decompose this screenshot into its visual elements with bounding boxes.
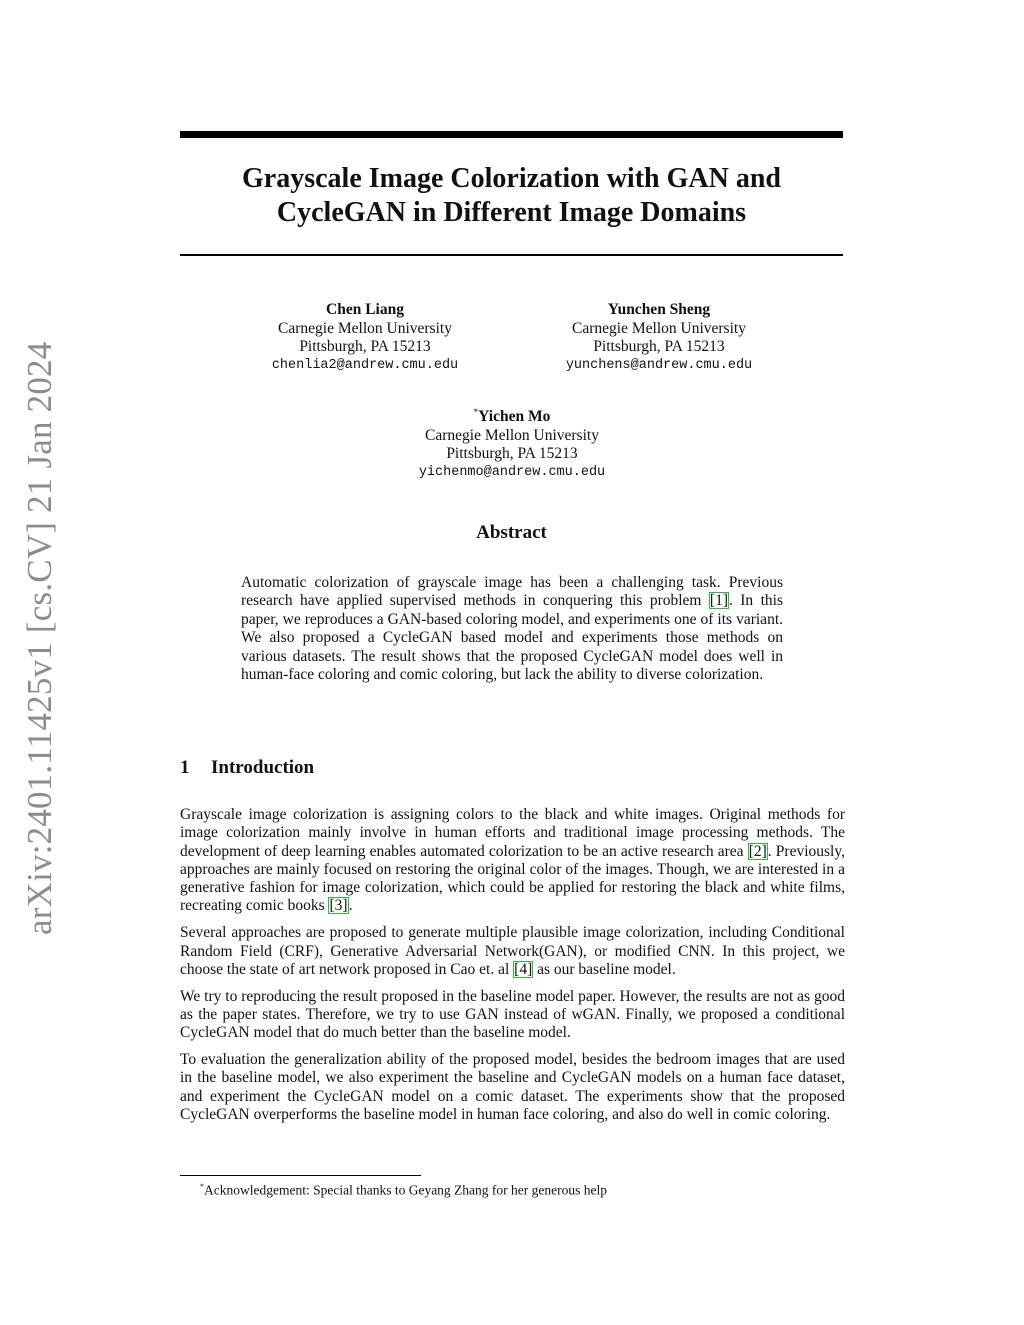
paragraph — [180, 806, 845, 916]
paragraph-text: . Previously, approaches are mainly focused on restoring the original color of the images. Though, we are interested in a generative fashion for image colorization, which could be applied for restoring the black and white films, recreating comic books — [180, 842, 845, 915]
author-name-line — [362, 403, 662, 427]
paragraph-text: Several approaches are proposed to generate multiple plausible image colorization, including Conditional Random Field (CRF), Generative Adversarial Network(GAN), or modified CNN. In this project, we choose the state of art network proposed in Cao et. al — [180, 924, 845, 978]
author-location: Pittsburgh, PA 15213 — [446, 445, 578, 463]
section-title: Introduction — [211, 757, 315, 778]
author-email[interactable]: yichenmo@andrew.cmu.edu — [418, 464, 606, 480]
paper-title: Grayscale Image Colorization with GAN and CycleGAN in Different Image Domains — [242, 163, 781, 228]
footnote-text: Acknowledgement: Special thanks to Geyang Zhang for her generous help — [204, 1182, 608, 1198]
author-name: Chen Liang — [326, 301, 404, 318]
abstract-body — [241, 574, 783, 684]
footnote-mark: * — [200, 1182, 204, 1191]
abstract-heading: Abstract — [476, 522, 547, 543]
author-email[interactable]: yunchens@andrew.cmu.edu — [565, 357, 753, 373]
abstract-text: . In this paper, we reproduces a GAN-based coloring model, and experiments one of its variant. We also proposed a CycleGAN based model and experiments those methods on various datasets. The result shows that the proposed CycleGAN model does well in human-face coloring and comic coloring, but lack the ability to diverse colorization. — [241, 592, 783, 684]
citation-link[interactable]: [3] — [329, 897, 348, 915]
footnote — [200, 1179, 607, 1199]
paragraph: We try to reproducing the result proposed in the baseline model paper. However, the results are not as good as the paper states. Therefore, we try to use GAN instead of wGAN. Finally, we proposed a conditional CycleGAN model that do much better than the baseline model. — [180, 987, 845, 1042]
author-block — [215, 301, 515, 375]
title-top-rule — [180, 131, 843, 138]
author-location: Pittsburgh, PA 15213 — [593, 338, 725, 355]
author-footnote-mark[interactable]: * — [473, 407, 479, 417]
abstract-text: Automatic colorization of grayscale image has been a challenging task. Previous research have applied supervised methods in conquering this problem — [241, 574, 783, 610]
footnote-rule — [180, 1175, 421, 1176]
title-bottom-rule — [180, 254, 843, 256]
paragraph-text: as our baseline model. — [533, 960, 676, 978]
author-affiliation: Carnegie Mellon University — [278, 319, 452, 337]
section-number: 1 — [180, 757, 190, 778]
citation-link[interactable]: [4] — [514, 960, 533, 978]
paragraph-text: . — [348, 897, 353, 915]
author-location: Pittsburgh, PA 15213 — [299, 338, 431, 355]
paragraph: To evaluation the generalization ability of the proposed model, besides the bedroom images that are used in the baseline model, we also experiment the baseline and CycleGAN models on a human face dataset, and experiment the CycleGAN model on a comic dataset. The experiments show that the proposed CycleGAN overperforms the baseline model in human face coloring, and also do well in comic coloring. — [180, 1051, 845, 1123]
author-affiliation: Carnegie Mellon University — [425, 426, 599, 444]
author-block — [509, 301, 809, 375]
author-affiliation: Carnegie Mellon University — [572, 319, 746, 337]
section-heading-introduction — [180, 757, 314, 779]
introduction-body — [180, 806, 845, 1133]
author-block — [362, 403, 662, 482]
paragraph-text: Grayscale image colorization is assigning colors to the black and white images. Original methods for image colorization mainly involve in human efforts and traditional image processing methods. The development of deep learning enables automated colorization to be an active research area — [180, 806, 845, 860]
author-name: Yunchen Sheng — [607, 301, 711, 318]
paragraph — [180, 924, 845, 979]
citation-link[interactable]: [2] — [748, 842, 767, 860]
citation-link[interactable]: [1] — [709, 592, 728, 610]
author-name: Yichen Mo — [478, 408, 551, 426]
author-email[interactable]: chenlia2@andrew.cmu.edu — [271, 357, 459, 373]
arxiv-identifier-stamp: arXiv:2401.11425v1 [cs.CV] 21 Jan 2024 — [20, 341, 59, 935]
